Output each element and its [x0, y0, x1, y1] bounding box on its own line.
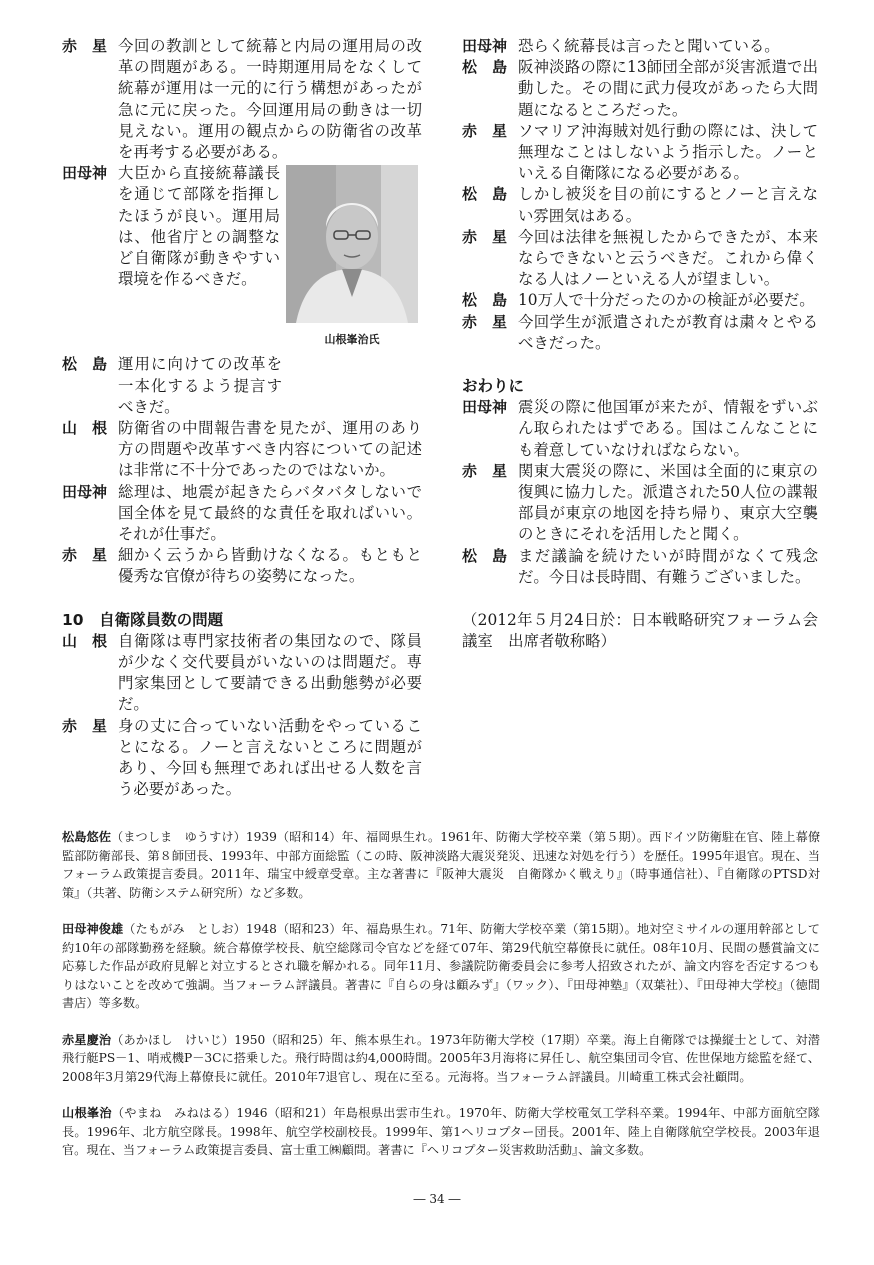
remark-matsushima-3 [462, 184, 818, 226]
section-heading-closing: おわりに [462, 377, 525, 396]
bio-text: （たもがみ としお）1948（昭和23）年、福島県生れ。71年、防衛大学校卒業（第15期）。地対空ミサイルの運用幹部として約10年の部隊勤務を経験。統合幕僚学校長、航空総隊司令官などを経て07年、第29代航空幕僚長に就任。08年10月、民間の懸賞論文に応募した作品が政府見解と対立するとされ職を解かれる。同年11月、参議院防衛委員会に参考人招致されたが、論文内容を否定するつもりはないことを改めて強調。当フォーラム評議員。著書に『自らの身は顧みず』（ワック）、『田母神塾』（双葉社）、『田母神大学校』（徳間書店）等多数。 [62, 922, 820, 1010]
bio-akahoshi [62, 1031, 820, 1087]
bio-yamane [62, 1104, 820, 1160]
remark-text: 今回の教訓として統幕と内局の運用局の改革の問題がある。一時期運用局をなくして統幕が運用は一元的に行う構想があったが急に元に戻った。今回運用局の動きは一切見えない。運用の観点からの防衛省の改革を再考する必要がある。 [118, 37, 422, 162]
remark-text: まだ議論を続けたいが時間がなくて残念だ。今日は長時間、有難うございました。 [518, 546, 818, 586]
remark-text-body: 大臣から直接統幕議長を通じて部隊を指揮したほうが良い。運用局は、他省庁との調整など自衛隊が動きやすい環境を作るべきだ。 [118, 164, 280, 289]
remark-matsushima-5 [462, 546, 818, 588]
closing-note: （2012年５月24日於：日本戦略研究フォーラム会議室 出席者敬称略） [462, 611, 818, 651]
remark-akahoshi-1 [62, 36, 422, 163]
speaker-label: 赤 星 [462, 121, 508, 140]
section-heading-10: 10 自衛隊員数の問題 [62, 610, 224, 629]
speaker-label: 山 根 [62, 419, 108, 438]
remark-yamane-1 [62, 418, 422, 482]
portrait-photo-yamane [286, 165, 418, 323]
remark-tamogami-1 [62, 163, 422, 354]
bio-text: （まつしま ゆうすけ）1939（昭和14）年、福岡県生れ。1961年、防衛大学校卒業（第５期）。西ドイツ防衛駐在官、陸上幕僚監部防衛部長、第８師団長、1993年、中部方面総監（この時、阪神淡路大震災発災、迅速な対処を行う）を歴任。1995年退官。現在、当フォーラム政策提言委員。2011年、瑞宝中綬章受章。主な著書に『阪神大震災 自衛隊かく戦えり』（時事通信社）、『自衛隊のPTSD対策』（共著、防衛システム研究所）など多数。 [62, 830, 821, 900]
remark-text: しかし被災を目の前にするとノーと言えない雰囲気はある。 [518, 185, 818, 225]
speaker-label: 田母神 [62, 164, 108, 183]
remark-text: 身の丈に合っていない活動をやっていることになる。ノーと言えないところに問題があり、今回も無理であれば出せる人数を言う必要があった。 [118, 716, 422, 799]
remark-text: 震災の際に他国軍が来たが、情報をずいぶん取られたはずである。国はこんなことにも着意していなければならない。 [518, 398, 818, 459]
speaker-label: 田母神 [462, 398, 508, 417]
speaker-label: 赤 星 [62, 37, 108, 55]
speaker-label: 赤 星 [62, 546, 108, 565]
bio-name: 赤星慶治 [62, 1032, 112, 1047]
bio-text: （あかほし けいじ）1950（昭和25）年、熊本県生れ。1973年防衛大学校（17期）卒業。海上自衛隊では操縦士として、対潜飛行艇PS－1、哨戒機P－3Cに搭乗した。飛行時間は約4,000時間。2005年3月海将に昇任し、航空集団司令官、佐世保地方総監を経て、2008年3月第29代海上幕僚長に就任。2010年7退官し、現在に至る。元海将。当フォーラム評議員。川崎重工株式会社顧問。 [62, 1032, 820, 1084]
remark-text: 今回学生が派遣されたが教育は粛々とやるべきだった。 [518, 312, 818, 352]
bio-name: 松島悠佐 [62, 830, 112, 844]
speaker-label: 赤 星 [462, 312, 508, 331]
page-number: ― 34 ― [413, 1192, 461, 1206]
speaker-label: 赤 星 [62, 716, 108, 735]
remark-text: 自衛隊は専門家技術者の集団なので、隊員が少なく交代要員がいないのは問題だ。専門家集団として要請できる出動態勢が必要だ。 [118, 631, 422, 714]
remark-text: 阪神淡路の際に13師団全部が災害派遣で出動した。その間に武力侵攻があったら大問題になるところだった。 [518, 58, 818, 119]
remark-text [118, 163, 422, 354]
remark-akahoshi-5 [462, 227, 818, 291]
right-column [462, 36, 818, 652]
photo-caption: 山根峯治氏 [324, 333, 380, 347]
remark-tamogami-4 [462, 397, 818, 461]
speaker-label: 松 島 [462, 291, 508, 310]
remark-akahoshi-2 [62, 545, 422, 587]
speaker-label: 松 島 [62, 355, 108, 374]
remark-text: 細かく云うから皆動けなくなる。もともと優秀な官僚が待ちの姿勢になった。 [118, 546, 422, 586]
portrait-figure [286, 165, 418, 350]
remark-text: 恐らく統幕長は言ったと聞いている。 [518, 37, 780, 55]
remark-text: 関東大震災の際に、米国は全面的に東京の復興に協力した。派遣された50人位の諜報部員が東京の地図を持ち帰り、東京大空襲のときにそれを活用したと聞く。 [518, 461, 818, 544]
remark-yamane-2 [62, 631, 422, 716]
speaker-label: 山 根 [62, 631, 108, 650]
bio-name: 田母神俊雄 [62, 922, 124, 936]
remark-akahoshi-6 [462, 312, 818, 354]
speaker-label: 松 島 [462, 185, 508, 204]
remark-text: ソマリア沖海賊対処行動の際には、決して無理なことはしないよう指示した。ノーといえる自衛隊になる必要がある。 [518, 121, 818, 183]
biographies [62, 828, 820, 1178]
remark-akahoshi-4 [462, 121, 818, 185]
remark-akahoshi-3 [62, 716, 422, 801]
remark-matsushima-2 [462, 57, 818, 121]
speaker-label: 松 島 [462, 58, 508, 77]
remark-text: 10万人で十分だったのかの検証が必要だ。 [518, 291, 815, 310]
portrait-image [286, 165, 418, 323]
remark-akahoshi-7 [462, 461, 818, 546]
remark-text: 運用に向けての改革を一本化するよう提言すべきだ。 [118, 355, 282, 416]
bio-matsushima [62, 828, 820, 902]
remark-text: 総理は、地震が起きたらバタバタしないで国全体を見て最終的な責任を取ればいい。それが仕事だ。 [118, 482, 422, 544]
bio-name: 山根峯治 [62, 1106, 112, 1120]
speaker-label: 田母神 [462, 37, 508, 55]
remark-matsushima-4 [462, 290, 818, 311]
left-column [62, 36, 422, 800]
speaker-label: 田母神 [62, 482, 108, 501]
speaker-label: 松 島 [462, 546, 508, 565]
remark-text: 今回は法律を無視したからできたが、本来ならできないと云うべきだ。これから偉くなる人はノーといえる人が望ましい。 [518, 227, 818, 289]
speaker-label: 赤 星 [462, 227, 508, 246]
remark-tamogami-2 [62, 482, 422, 546]
speaker-label: 赤 星 [462, 461, 508, 480]
remark-text: 防衛省の中間報告書を見たが、運用のあり方の問題や改革すべき内容についての記述は非常に不十分であったのではないか。 [118, 419, 422, 480]
remark-matsushima-1 [62, 354, 422, 418]
bio-text: （やまね みねはる）1946（昭和21）年島根県出雲市生れ。1970年、防衛大学校電気工学科卒業。1994年、中部方面航空隊長。1996年、北方航空隊長。1998年、航空学校副校長。1999年、第1ヘリコプター団長。2001年、陸上自衛隊航空学校長。2003年退官。現在、当フォーラム政策提言委員、富士重工㈱顧問。著書に『ヘリコプター災害救助活動』、論文多数。 [62, 1106, 820, 1157]
bio-tamogami [62, 920, 820, 1013]
remark-tamogami-3 [462, 36, 818, 57]
